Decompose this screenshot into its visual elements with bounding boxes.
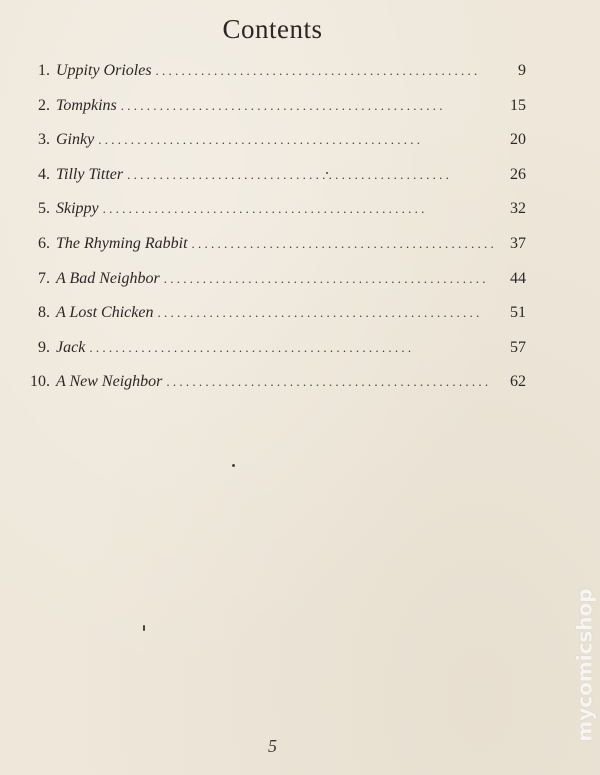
toc-entry (18, 200, 526, 235)
page-number-folio: 5 (268, 736, 277, 756)
entry-page-number: 37 (510, 234, 526, 252)
entry-title: Skippy (56, 200, 99, 218)
entry-number: 2. (38, 96, 50, 114)
toc-entry (18, 97, 526, 132)
dot-leader (127, 167, 496, 183)
entry-page-number: 15 (510, 96, 526, 114)
entry-number: 8. (38, 304, 50, 322)
toc-entry (18, 270, 526, 305)
watermark (574, 560, 596, 770)
entry-number: 5. (38, 200, 50, 218)
entry-title: The Rhyming Rabbit (56, 234, 188, 252)
entry-title: A Lost Chicken (56, 304, 154, 322)
entry-number: 7. (38, 269, 50, 287)
toc-entry (18, 373, 526, 408)
dot-leader (164, 271, 496, 287)
watermark-text: mycomicshop (573, 588, 598, 742)
entry-page-number: 51 (510, 304, 526, 322)
toc-entry (18, 304, 526, 339)
entry-title: Uppity Orioles (56, 62, 152, 79)
dot-leader (166, 374, 496, 390)
toc-entry (18, 166, 526, 201)
entry-number: 6. (38, 234, 50, 252)
dot-leader (121, 98, 496, 114)
dot-leader (156, 63, 496, 79)
entry-page-number: 20 (510, 131, 526, 149)
entry-number: 1. (38, 62, 50, 79)
entry-title: Tilly Titter (56, 165, 124, 183)
entry-page-number: 9 (518, 62, 526, 79)
entry-title: A New Neighbor (56, 373, 163, 391)
entry-title: A Bad Neighbor (56, 269, 160, 287)
dot-leader (157, 305, 496, 321)
toc-entry (18, 235, 526, 270)
entry-number: 4. (38, 165, 50, 183)
paper-speck (232, 464, 235, 467)
entry-title: Ginky (56, 131, 95, 149)
entry-number: 3. (38, 131, 50, 149)
entry-title: Tompkins (56, 96, 117, 114)
toc-entry (18, 339, 526, 374)
entry-page-number: 32 (510, 200, 526, 218)
entry-page-number: 62 (510, 373, 526, 391)
entry-number: 9. (38, 338, 50, 356)
entry-title: Jack (56, 338, 86, 356)
dot-leader (192, 236, 496, 252)
entry-page-number: 44 (510, 269, 526, 287)
dot-leader (98, 132, 496, 148)
dot-leader (103, 201, 496, 217)
entry-page-number: 57 (510, 338, 526, 356)
paper-speck (143, 625, 145, 631)
entry-page-number: 26 (510, 165, 526, 183)
toc-entry (18, 131, 526, 166)
contents-heading: Contents (222, 14, 323, 44)
table-of-contents (18, 62, 526, 408)
entry-number: 10. (30, 373, 50, 391)
dot-leader (89, 340, 496, 356)
paper-speck (326, 172, 328, 174)
toc-entry (18, 62, 526, 97)
